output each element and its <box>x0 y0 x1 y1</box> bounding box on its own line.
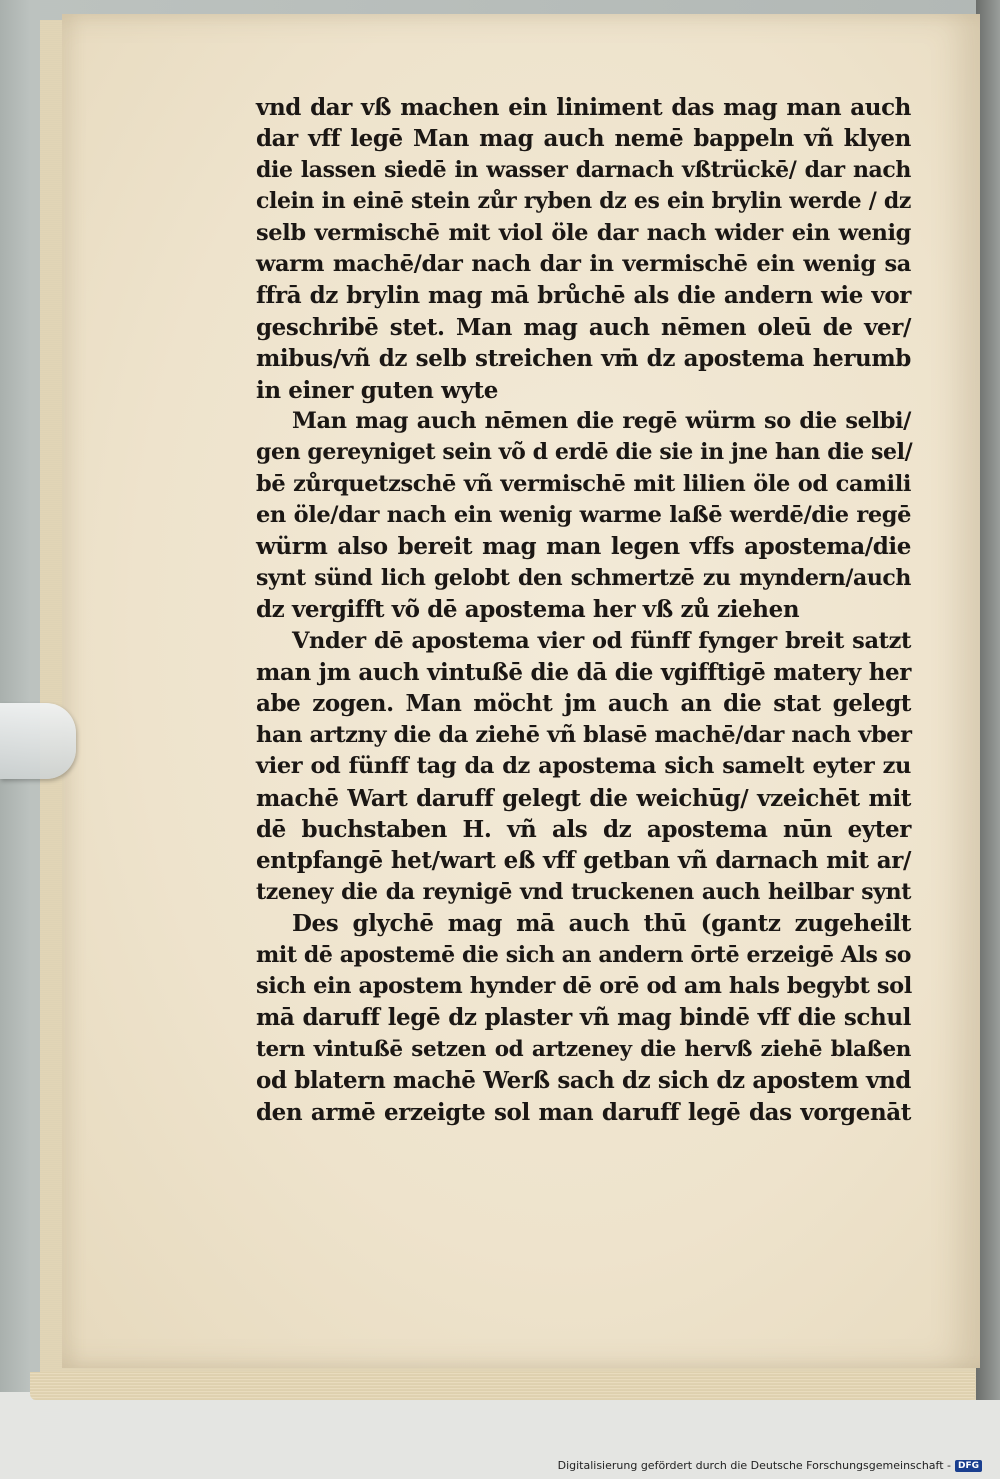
text-line: vnd dar vß machen ein liniment das mag man auch <box>256 94 911 121</box>
text-line: mibus/vñ dz selb streichen vm̄ dz apostema herumb <box>256 345 911 373</box>
text-line: tzeney die da reynigē vnd truckenen auch heilbar synt <box>256 878 911 905</box>
text-line: sich ein apostem hynder dē orē od am hals begybt sol <box>256 972 912 999</box>
text-line: dē buchstaben H. vñ als dz apostema nūn eyter <box>256 815 911 843</box>
digitization-footer <box>558 1459 982 1472</box>
text-line: mit dē apostemē die sich an andern ōrtē erzeigē Als so <box>256 941 911 968</box>
text-line: clein in einē stein zůr ryben dz es ein brylin werde / dz <box>256 188 911 215</box>
dfg-logo-icon: DFG <box>955 1460 982 1472</box>
text-line: selb vermischē mit viol öle dar nach wider ein wenig <box>256 219 911 246</box>
text-line: Des glychē mag mā auch thū (gantz zugeheilt <box>292 910 911 938</box>
text-line: tern vintußē setzen od artzeney die hervß ziehē blaßen <box>256 1036 911 1062</box>
text-line: bē zůrquetzschē vñ vermischē mit lilien öle od camili <box>256 470 911 497</box>
text-line: geschribē stet. Man mag auch nēmen oleū de ver/ <box>256 313 911 341</box>
text-line: dz vergifft võ dē apostema her vß zů ziehen <box>256 596 800 624</box>
text-line: in einer guten wyte <box>256 376 498 404</box>
text-line: mā daruff legē dz plaster vñ mag bindē vff die schul <box>256 1004 911 1032</box>
footer-credit: Digitalisierung gefördert durch die Deutsche Forschungsgemeinschaft - <box>557 1459 951 1472</box>
text-line: vier od fünff tag da dz apostema sich samelt eyter zu <box>256 753 911 780</box>
plastic-page-clip <box>0 703 76 779</box>
text-line: han artzny die da ziehē vñ blasē machē/dar nach vber <box>256 721 912 748</box>
text-line: Vnder dē apostema vier od fünff fynger breit satzt <box>292 627 911 654</box>
text-line: dar vff legē Man mag auch nemē bappeln vñ klyen <box>256 125 911 153</box>
text-line: die lassen siedē in wasser darnach vßtrückē/ dar nach <box>256 156 911 183</box>
text-line: warm machē/dar nach dar in vermischē ein wenig sa <box>256 250 911 277</box>
text-line: en öle/dar nach ein wenig warme laßē werdē/die regē <box>256 502 911 529</box>
text-line: gen gereyniget sein võ d erdē die sie in jne han die sel/ <box>256 439 913 466</box>
text-line: ffrā dz brylin mag mā brůchē als die andern wie vor <box>256 282 911 310</box>
text-line: man jm auch vintußē die dā die vgifftigē matery her <box>256 659 911 687</box>
text-line: den armē erzeigte sol man daruff legē das vorgenāt <box>256 1098 911 1126</box>
text-line: entpfangē het/wart eß vff getban vñ darnach mit ar/ <box>256 847 911 875</box>
page-block-bottom-edge <box>30 1372 975 1400</box>
text-line: würm also bereit mag man legen vffs apostema/die <box>256 533 911 561</box>
text-line: machē Wart daruff gelegt die weichūg/ vzeichēt mit <box>256 784 911 812</box>
text-line: Man mag auch nēmen die regē würm so die selbi/ <box>292 407 911 434</box>
body-text <box>256 92 911 1128</box>
text-line: od blatern machē Werß sach dz sich dz apostem vnd <box>256 1067 911 1095</box>
text-line: abe zogen. Man möcht jm auch an die stat gelegt <box>256 690 911 718</box>
text-line: synt sünd lich gelobt den schmertzē zu myndern/auch <box>256 564 911 591</box>
